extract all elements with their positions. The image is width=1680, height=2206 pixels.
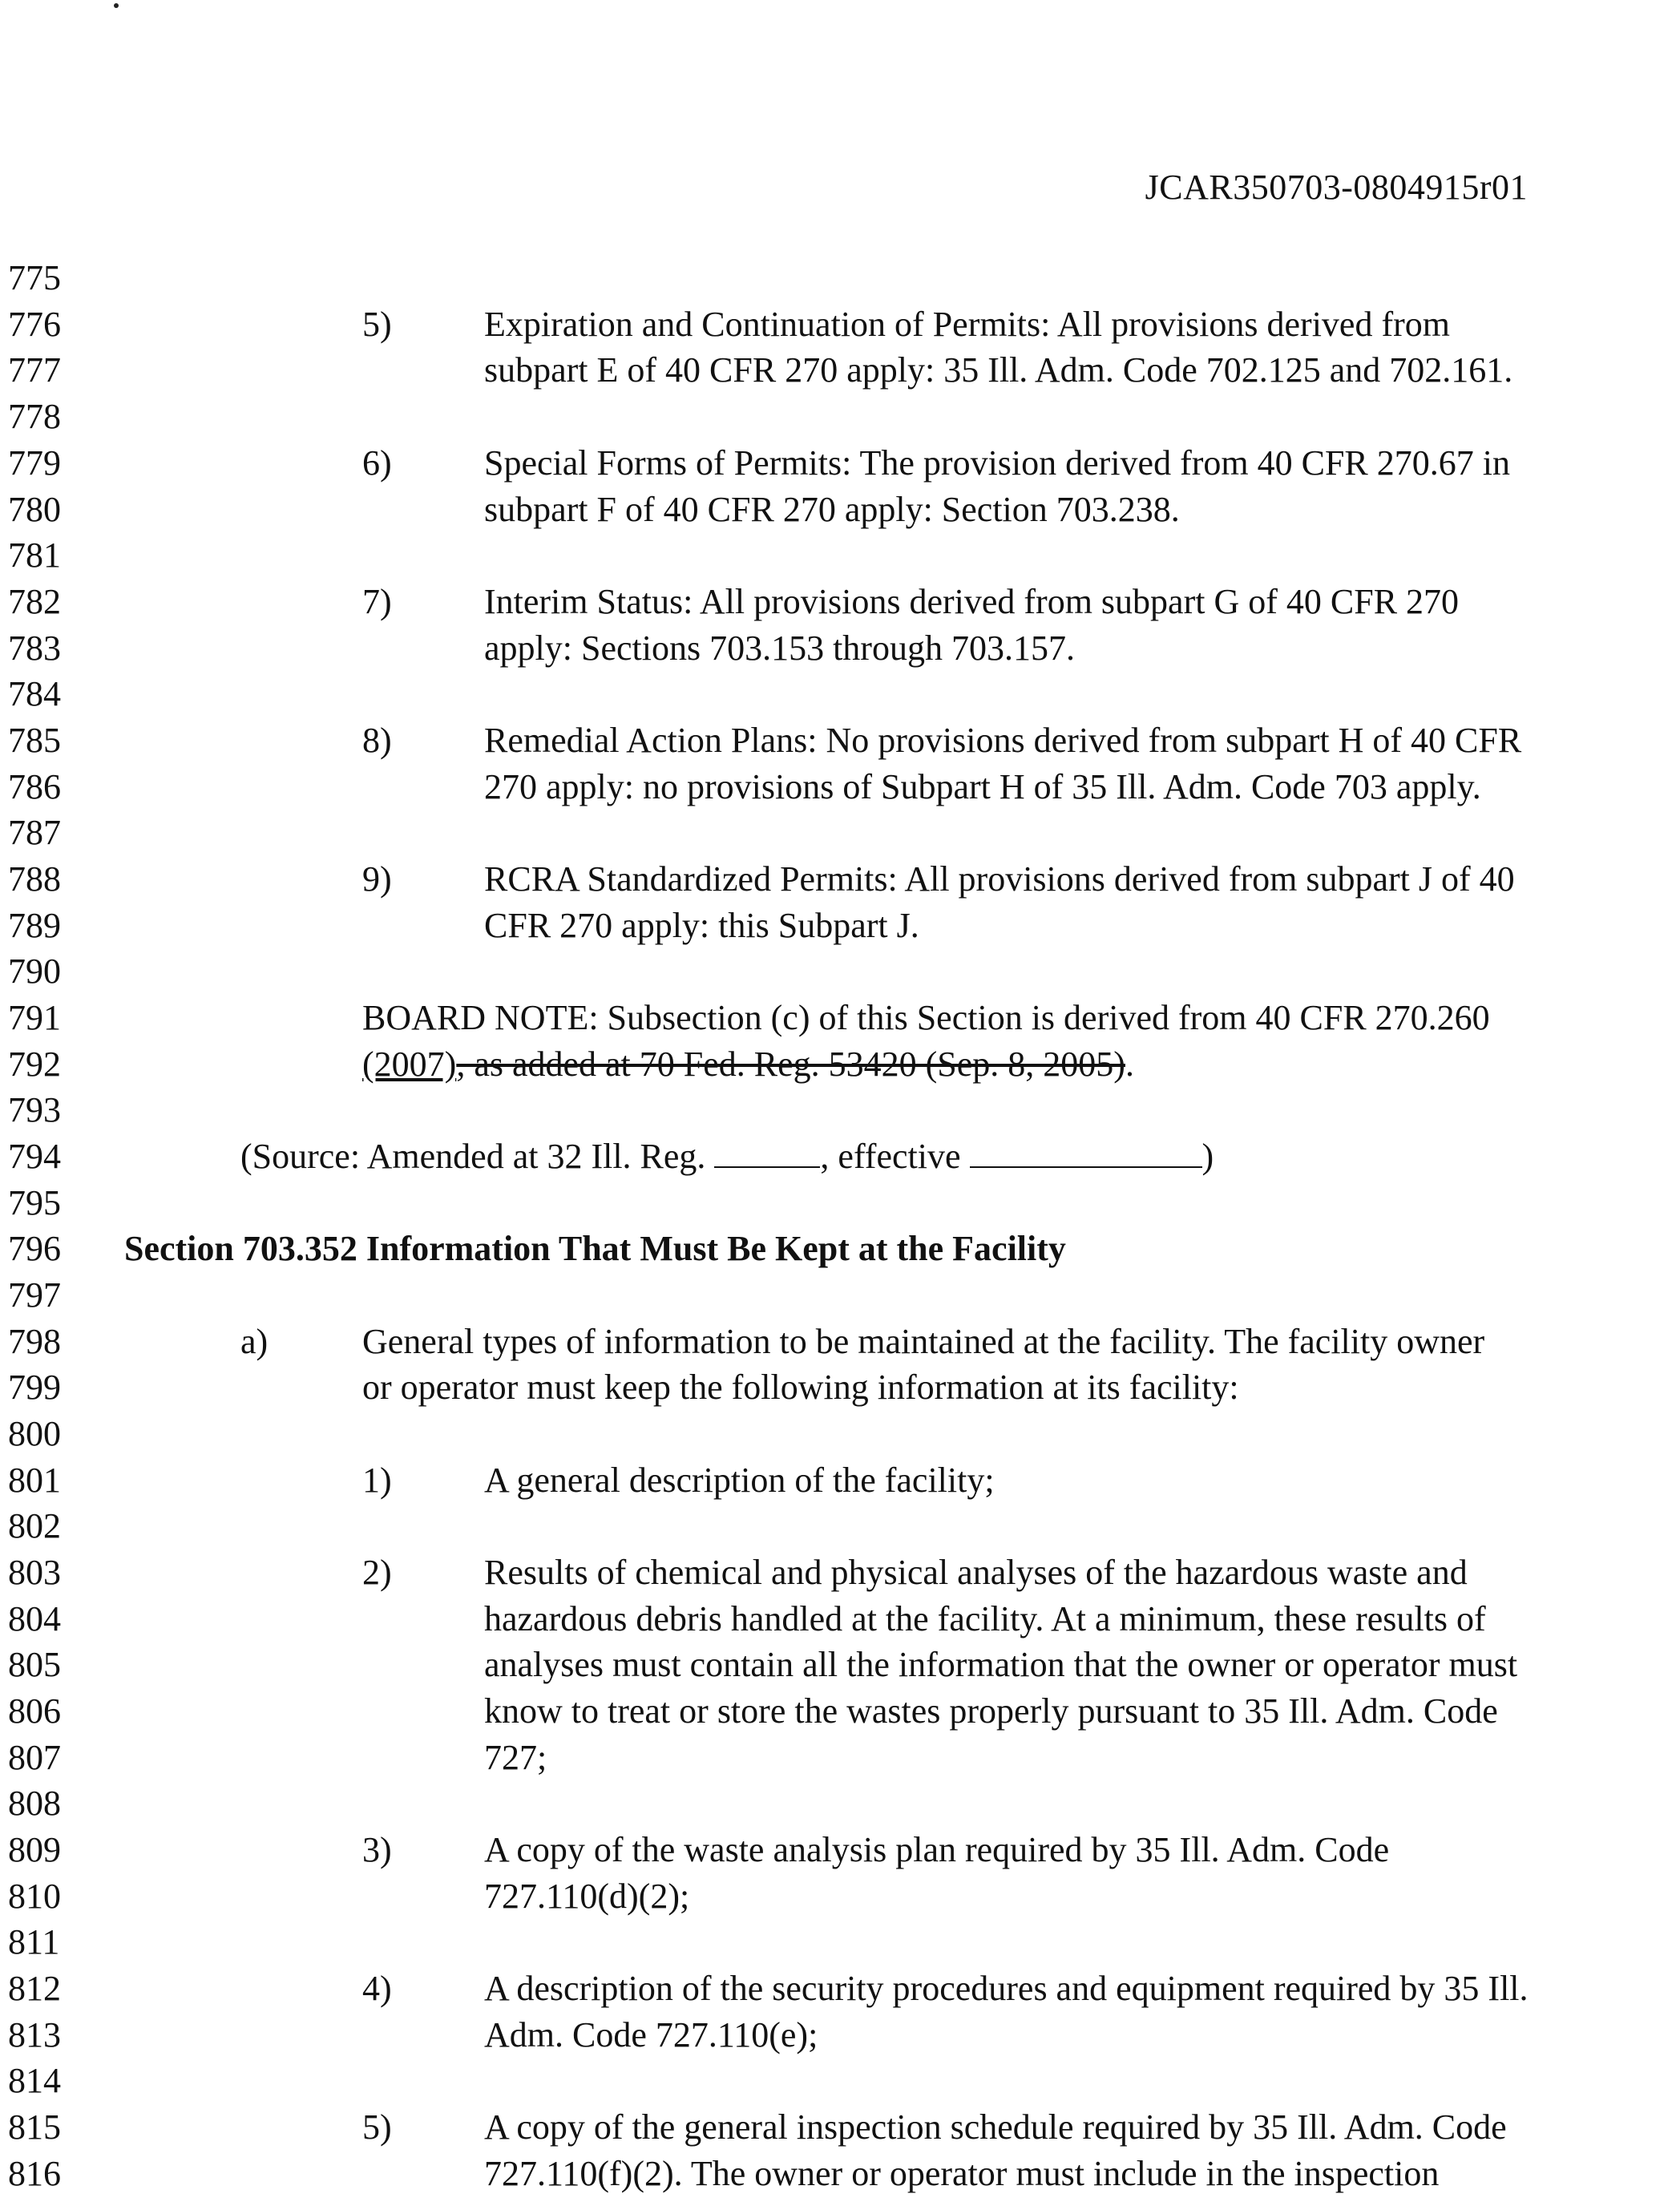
line-number: 809 xyxy=(8,1830,61,1869)
line-794 xyxy=(0,1133,1680,1179)
source-prefix: (Source: Amended at 32 Ill. Reg. xyxy=(240,1137,715,1176)
item-number: 9) xyxy=(362,859,392,899)
line-807 xyxy=(0,1735,1680,1780)
line-number: 816 xyxy=(8,2154,61,2193)
line-number: 796 xyxy=(8,1229,61,1268)
line-number: 788 xyxy=(8,859,61,899)
line-number: 783 xyxy=(8,628,61,668)
line-number: 808 xyxy=(8,1784,61,1823)
line-810 xyxy=(0,1873,1680,1919)
line-801 xyxy=(0,1457,1680,1503)
source-note xyxy=(240,1133,1214,1179)
item-text: A copy of the general inspection schedule required by 35 Ill. Adm. Code xyxy=(484,2107,1507,2147)
line-number: 813 xyxy=(8,2015,61,2054)
item-text: analyses must contain all the information that the owner or operator must xyxy=(484,1645,1518,1684)
line-785 xyxy=(0,717,1680,763)
item-text: A general description of the facility; xyxy=(484,1461,995,1500)
item-text: hazardous debris handled at the facility. At a minimum, these results of xyxy=(484,1599,1486,1638)
line-784 xyxy=(0,671,1680,717)
line-number: 807 xyxy=(8,1738,61,1777)
board-note-text: BOARD NOTE: Subsection (c) of this Section is derived from 40 CFR 270.260 xyxy=(362,998,1490,1037)
line-780 xyxy=(0,487,1680,532)
line-number: 811 xyxy=(8,1922,60,1962)
item-number: 7) xyxy=(362,582,392,621)
line-number: 803 xyxy=(8,1553,61,1592)
item-number: 6) xyxy=(362,443,392,483)
line-number: 798 xyxy=(8,1322,61,1361)
item-text: apply: Sections 703.153 through 703.157. xyxy=(484,628,1075,668)
line-783 xyxy=(0,625,1680,671)
item-text: 270 apply: no provisions of Subpart H of 35 Ill. Adm. Code 703 apply. xyxy=(484,767,1481,806)
line-number: 781 xyxy=(8,535,61,575)
document-id: JCAR350703-0804915r01 xyxy=(1145,168,1528,207)
item-number: 5) xyxy=(362,305,392,344)
item-text: Interim Status: All provisions derived from subpart G of 40 CFR 270 xyxy=(484,582,1460,621)
item-text: A copy of the waste analysis plan required by 35 Ill. Adm. Code xyxy=(484,1830,1390,1869)
line-number: 778 xyxy=(8,397,61,436)
line-number: 806 xyxy=(8,1691,61,1731)
line-808 xyxy=(0,1780,1680,1826)
line-813 xyxy=(0,2012,1680,2058)
line-798 xyxy=(0,1319,1680,1364)
line-788 xyxy=(0,856,1680,902)
deleted-text: , as added at 70 Fed. Reg. 53420 (Sep. 8, 2005) xyxy=(456,1044,1125,1084)
line-815 xyxy=(0,2104,1680,2150)
item-text: CFR 270 apply: this Subpart J. xyxy=(484,906,919,945)
subsection-text: General types of information to be maintained at the facility. The facility owner xyxy=(362,1322,1485,1361)
line-811 xyxy=(0,1919,1680,1965)
line-number: 784 xyxy=(8,674,61,713)
item-text: Remedial Action Plans: No provisions derived from subpart H of 40 CFR xyxy=(484,721,1522,760)
subsection-text: or operator must keep the following information at its facility: xyxy=(362,1368,1239,1407)
item-text: 727.110(d)(2); xyxy=(484,1877,690,1916)
section-heading: Section 703.352 Information That Must Be Kept at the Facility xyxy=(124,1229,1066,1268)
inserted-text: (2007) xyxy=(362,1044,457,1084)
effective-date-blank xyxy=(970,1136,1202,1168)
line-786 xyxy=(0,764,1680,810)
line-803 xyxy=(0,1549,1680,1595)
line-800 xyxy=(0,1411,1680,1457)
line-799 xyxy=(0,1364,1680,1410)
item-text: subpart F of 40 CFR 270 apply: Section 703.238. xyxy=(484,490,1180,529)
subsection-number: a) xyxy=(240,1322,269,1361)
line-804 xyxy=(0,1596,1680,1642)
line-number: 789 xyxy=(8,906,61,945)
line-number: 812 xyxy=(8,1969,61,2008)
item-number: 3) xyxy=(362,1830,392,1869)
item-text: Expiration and Continuation of Permits: All provisions derived from xyxy=(484,305,1450,344)
board-note-citation xyxy=(362,1041,1134,1087)
line-number: 777 xyxy=(8,350,61,390)
line-776 xyxy=(0,301,1680,347)
line-816 xyxy=(0,2151,1680,2196)
line-793 xyxy=(0,1087,1680,1133)
line-805 xyxy=(0,1642,1680,1687)
item-text: Special Forms of Permits: The provision derived from 40 CFR 270.67 in xyxy=(484,443,1510,483)
line-number: 780 xyxy=(8,490,61,529)
source-suffix: ) xyxy=(1201,1137,1214,1176)
line-778 xyxy=(0,394,1680,439)
line-number: 795 xyxy=(8,1183,61,1222)
line-number: 782 xyxy=(8,582,61,621)
line-795 xyxy=(0,1180,1680,1226)
line-number: 800 xyxy=(8,1414,61,1453)
source-effective: , effective xyxy=(820,1137,970,1176)
line-809 xyxy=(0,1827,1680,1873)
line-802 xyxy=(0,1503,1680,1549)
item-number: 1) xyxy=(362,1461,392,1500)
line-782 xyxy=(0,579,1680,624)
item-text: Results of chemical and physical analyses of the hazardous waste and xyxy=(484,1553,1468,1592)
line-814 xyxy=(0,2058,1680,2103)
line-number: 805 xyxy=(8,1645,61,1684)
line-number: 792 xyxy=(8,1044,61,1084)
line-812 xyxy=(0,1966,1680,2011)
item-text: Adm. Code 727.110(e); xyxy=(484,2015,818,2054)
item-text: subpart E of 40 CFR 270 apply: 35 Ill. Adm. Code 702.125 and 702.161. xyxy=(484,350,1513,390)
line-792 xyxy=(0,1041,1680,1087)
line-number: 776 xyxy=(8,305,61,344)
line-number: 815 xyxy=(8,2107,61,2147)
line-number: 775 xyxy=(8,258,61,297)
line-number: 810 xyxy=(8,1877,61,1916)
line-number: 794 xyxy=(8,1137,61,1176)
item-number: 4) xyxy=(362,1969,392,2008)
line-790 xyxy=(0,948,1680,994)
line-number: 801 xyxy=(8,1461,61,1500)
line-number: 799 xyxy=(8,1368,61,1407)
scan-speck xyxy=(114,3,119,8)
line-number: 791 xyxy=(8,998,61,1037)
line-791 xyxy=(0,995,1680,1040)
line-number: 793 xyxy=(8,1090,61,1129)
citation-tail: . xyxy=(1125,1044,1134,1084)
item-text: A description of the security procedures and equipment required by 35 Ill. xyxy=(484,1969,1529,2008)
line-number: 787 xyxy=(8,813,61,852)
item-text: 727; xyxy=(484,1738,547,1777)
line-781 xyxy=(0,532,1680,578)
line-777 xyxy=(0,347,1680,393)
item-number: 2) xyxy=(362,1553,392,1592)
line-775 xyxy=(0,255,1680,301)
item-text: know to treat or store the wastes properly pursuant to 35 Ill. Adm. Code xyxy=(484,1691,1498,1731)
line-787 xyxy=(0,810,1680,855)
line-797 xyxy=(0,1272,1680,1318)
item-number: 5) xyxy=(362,2107,392,2147)
register-blank xyxy=(714,1136,820,1168)
line-number: 785 xyxy=(8,721,61,760)
line-number: 804 xyxy=(8,1599,61,1638)
line-number: 790 xyxy=(8,951,61,991)
line-796 xyxy=(0,1226,1680,1271)
line-number: 779 xyxy=(8,443,61,483)
line-789 xyxy=(0,903,1680,948)
item-text: 727.110(f)(2). The owner or operator must include in the inspection xyxy=(484,2154,1440,2193)
line-number: 786 xyxy=(8,767,61,806)
item-number: 8) xyxy=(362,721,392,760)
line-806 xyxy=(0,1688,1680,1734)
line-number: 802 xyxy=(8,1506,61,1545)
item-text: RCRA Standardized Permits: All provisions derived from subpart J of 40 xyxy=(484,859,1515,899)
line-779 xyxy=(0,440,1680,486)
line-number: 814 xyxy=(8,2061,61,2100)
line-number: 797 xyxy=(8,1275,61,1315)
